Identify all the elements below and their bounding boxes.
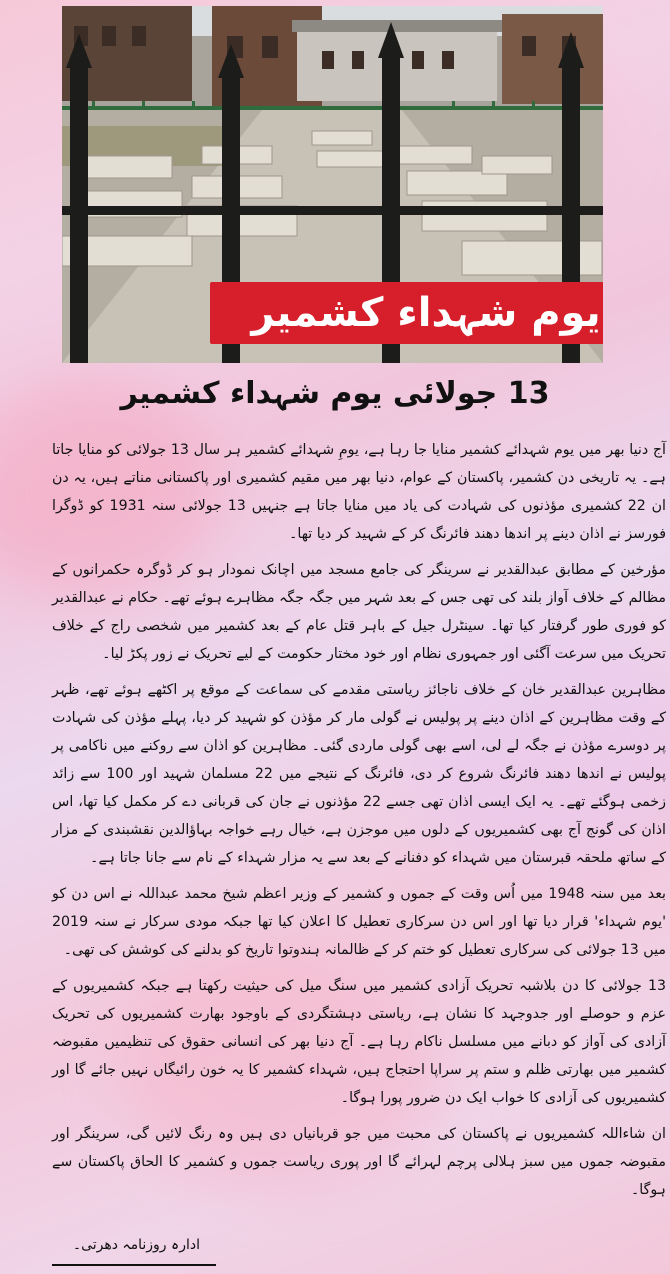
article-paragraph: 13 جولائی کا دن بلاشبہ تحریک آزادی کشمیر میں سنگ میل کی حیثیت رکھتا ہے جبکہ کشمیریوں کے عزم و حوصلے اور جدوجہد کا نشان ہے، ریاستی دہشتگردی کے باوجود بھارت کشمیریوں کی تحریک آزادی کی آواز کو دبانے میں مسلسل ناکام رہا ہے۔ آج دنیا بھر کی انسانی حقوق کی تنظیمیں مقبوضہ کشمیر میں بھارتی ظلم و ستم پر سراپا احتجاج ہیں، شہداء کشمیر کا یہ خون رائیگاں نہیں جائے گا اور کشمیریوں کی آزادی کا خواب ایک دن ضرور پورا ہوگا۔ bbox=[52, 978, 666, 1106]
signature-underline bbox=[52, 1264, 216, 1266]
article-paragraph: ان شاءاللہ کشمیریوں نے پاکستان کی محبت میں جو قربانیاں دی ہیں وہ رنگ لائیں گی، سرینگر اور مقبوضہ جموں میں سبز ہلالی پرچم لہرائے گا اور پوری ریاست جموں و کشمیر کا الحاق پاکستان سے ہوگا۔ bbox=[52, 1126, 666, 1198]
article-signature: ادارہ روزنامہ دھرتی۔ bbox=[72, 1237, 200, 1253]
article-paragraph: آج دنیا بھر میں یوم شہدائے کشمیر منایا جا رہا ہے، یومِ شہدائے کشمیر ہر سال 13 جولائی کو منایا جاتا ہے۔ یہ تاریخی دن کشمیر، پاکستان کے عوام، دنیا بھر میں مقیم کشمیری اور پاکستانی مناتے ہیں، یہ دن ان 22 کشمیری مؤذنوں کی شہادت کی یاد میں منایا جاتا ہے جنہیں 13 جولائی سنہ 1931 کو ڈوگرا فورسز نے اذان دینے پر اندھا دھند فائرنگ کر کے شہید کر دیا تھا۔ bbox=[52, 442, 666, 542]
header-photo bbox=[62, 6, 603, 363]
article-paragraph: بعد میں سنہ 1948 میں اُس وقت کے جموں و کشمیر کے وزیر اعظم شیخ محمد عبداللہ نے اس دن کو 'یوم شہداء' قرار دیا تھا اور اس دن سرکاری تعطیل کا اعلان کیا تھا جبکہ مودی سرکار نے سنہ 2019 میں 13 جولائی کی سرکاری تعطیل کو ختم کر کے ظالمانہ ہندوتوا تاریخ کو بدلنے کی کوشش کی تھی۔ bbox=[52, 886, 666, 958]
article-paragraph: مؤرخین کے مطابق عبدالقدیر نے سرینگر کی جامع مسجد میں اچانک نمودار ہو کر ڈوگرہ حکمرانوں کے مظالم کے خلاف آواز بلند کی تھی جس کے بعد شہر میں جگہ جگہ مظاہرے ہوئے تھے۔ حکام نے عبدالقدیر کو فوری طور گرفتار کیا تھا۔ سینٹرل جیل کے باہر قتل عام کے بعد کشمیر میں شخصی راج کے خلاف تحریک میں سرعت آگئی اور جمہوری نظام اور خود مختار حکومت کے لیے تحریک نے زور پکڑ لیا۔ bbox=[52, 562, 666, 662]
article-paragraph: مظاہرین عبدالقدیر خان کے خلاف ناجائز ریاستی مقدمے کی سماعت کے موقع پر اکٹھے ہوئے تھے، ظہر کے وقت مظاہرین کے اذان دینے پر پولیس نے گولی مار کر مؤذن کو شہید کر دیا، پہلے مؤذن کی شہادت پر دوسرے مؤذن نے جگہ لے لی، اسے بھی گولی ماردی گئی۔ مظاہرین کو اذان سے روکنے میں ناکامی پر پولیس نے اندھا دھند فائرنگ شروع کر دی، فائرنگ کے نتیجے میں 22 مسلمان شہید اور 100 سے زائد زخمی ہوگئے تھے۔ یہ ایک ایسی اذان تھی جسے 22 مؤذنوں نے جان کی قربانی دے کر مکمل کیا تھا، اس اذان کی گونج آج بھی کشمیریوں کے دلوں میں موجزن ہے، خیال رہے خواجہ بہاؤالدین نقشبندی کے مزار کے ساتھ ملحقہ قبرستان میں شہداء کو دفنانے کے بعد سے یہ مزار شہداء کے نام سے جانا جاتا ہے۔ bbox=[52, 682, 666, 866]
article-body bbox=[52, 436, 666, 1212]
article-headline: 13 جولائی یوم شہداء کشمیر bbox=[120, 376, 550, 411]
photo-banner: یوم شہداء کشمیر bbox=[210, 282, 603, 344]
